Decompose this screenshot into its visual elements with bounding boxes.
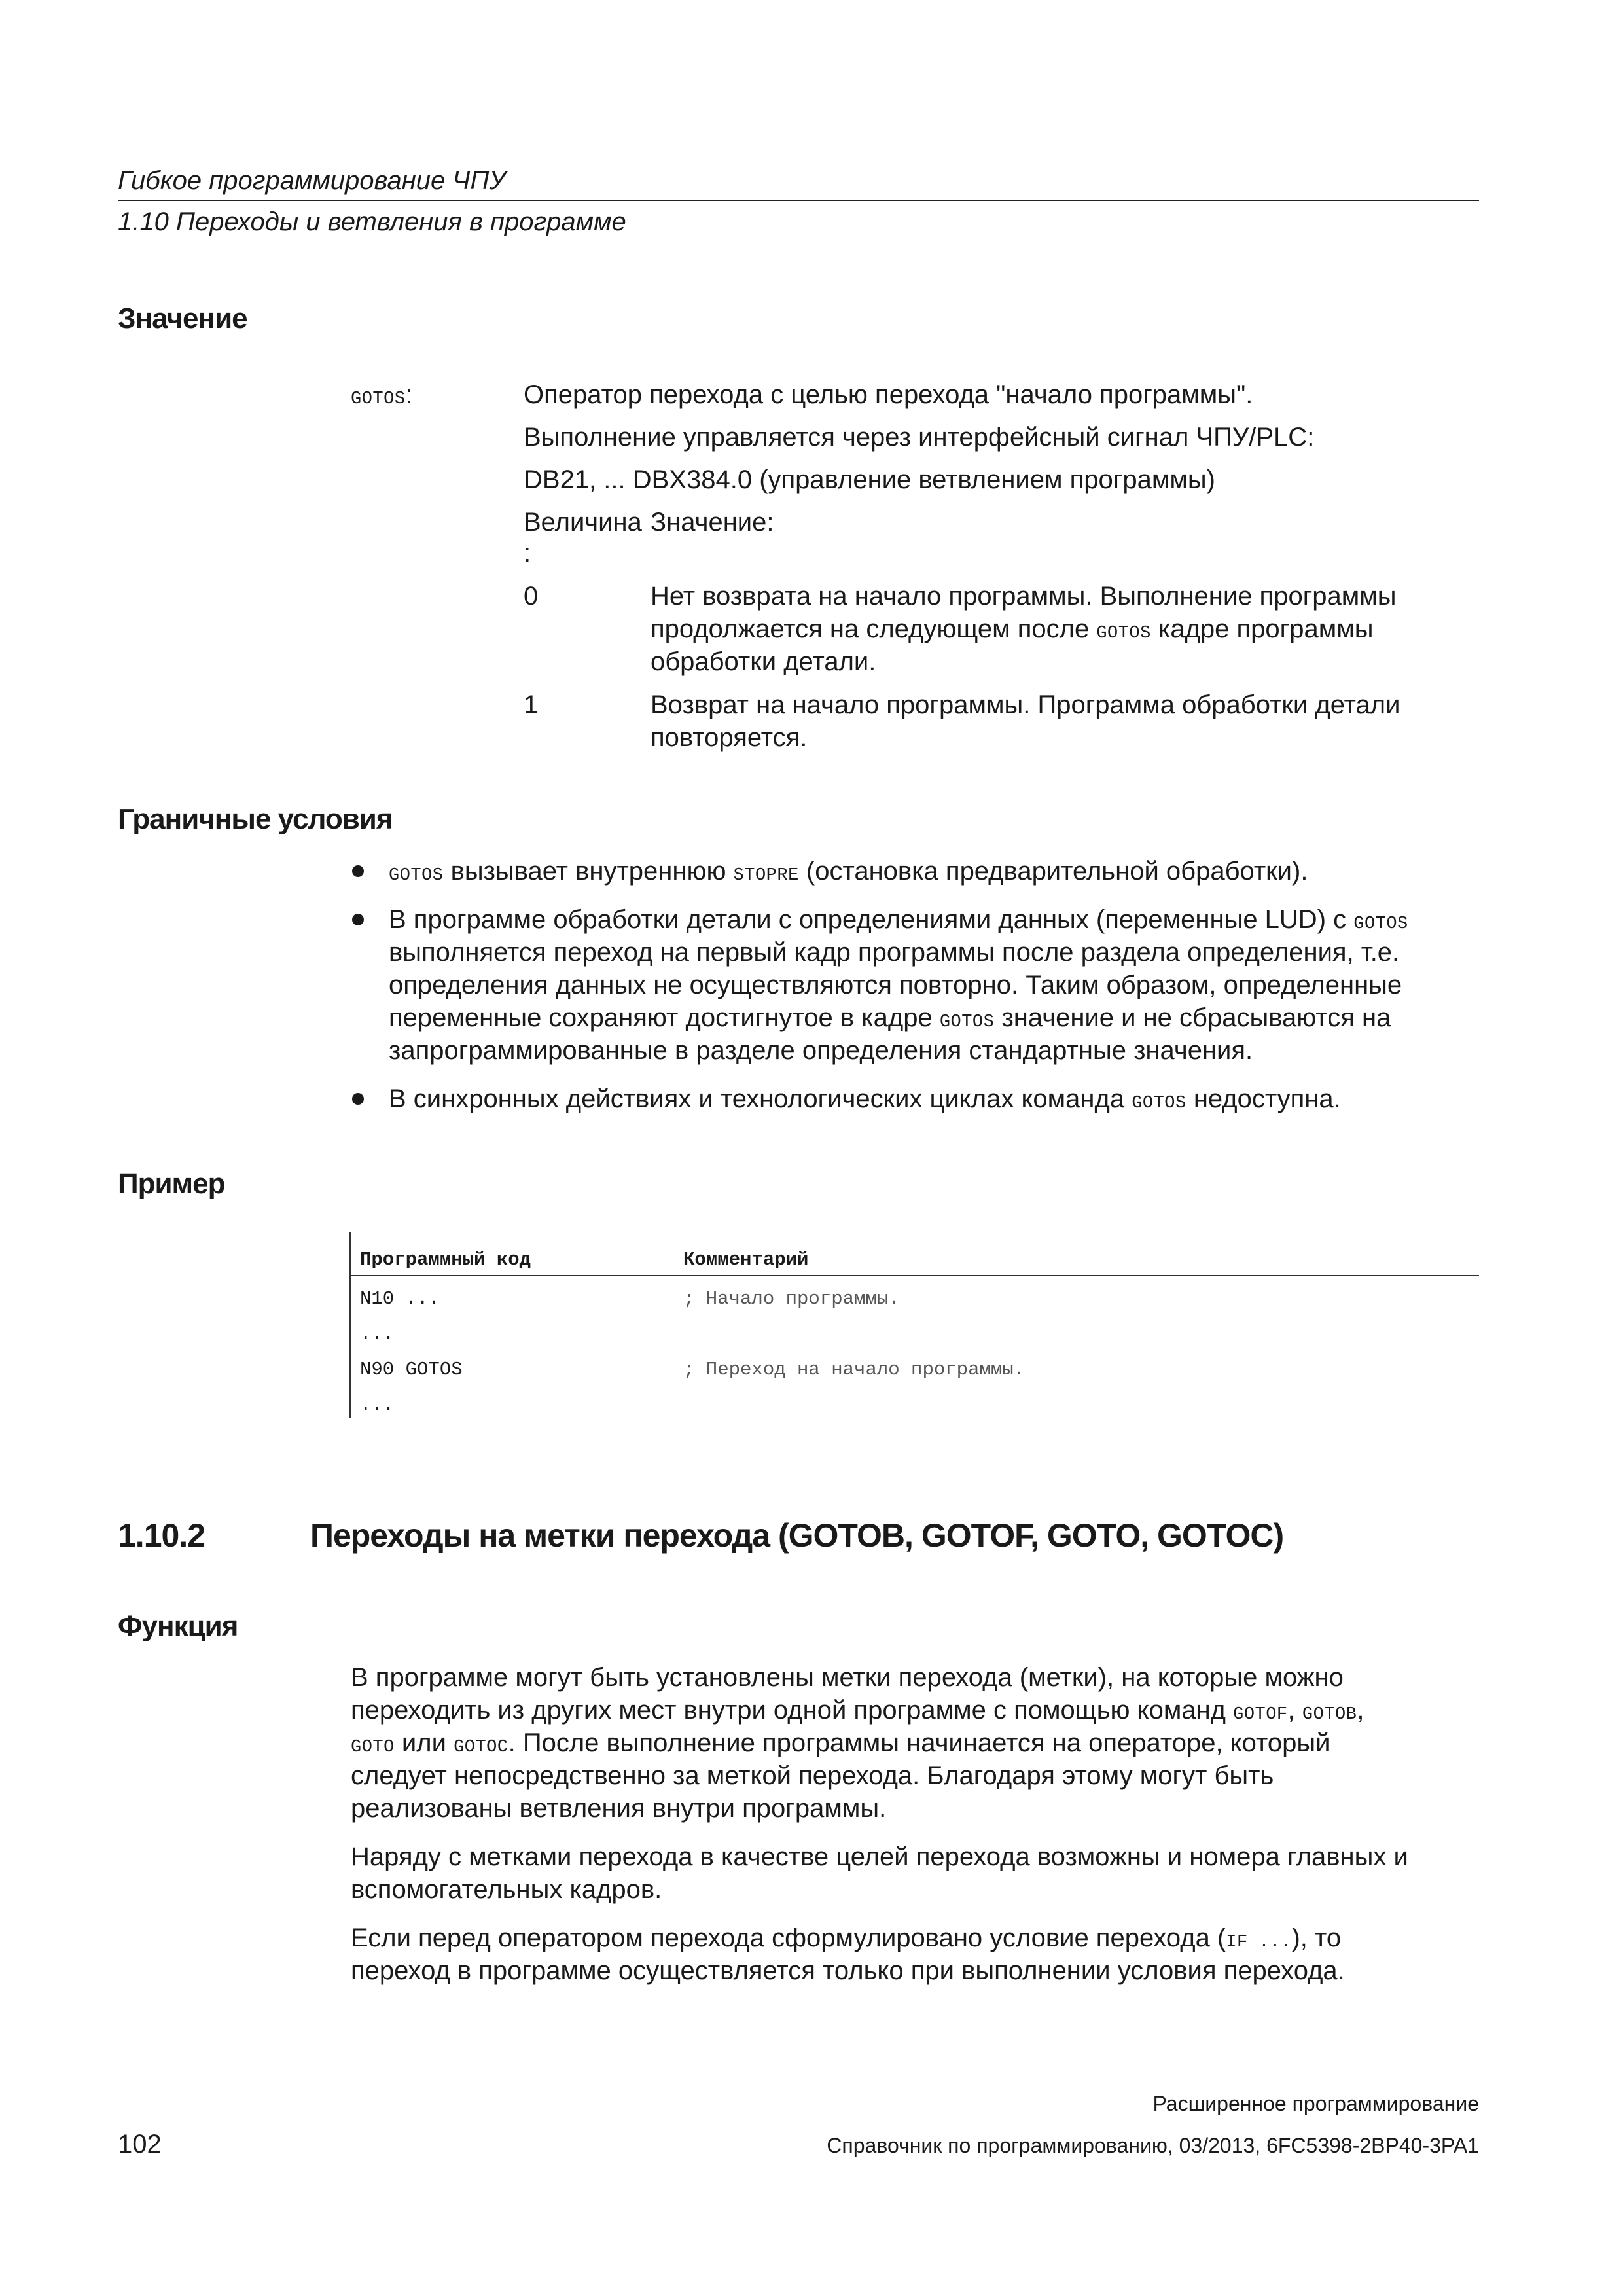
gotob-keyword: GOTOB	[1302, 1705, 1357, 1725]
page-number: 102	[118, 2130, 162, 2159]
function-para-1-line-3: GOTO или GOTOC. После выполнение программы начинается на операторе, который	[351, 1729, 1330, 1757]
code-line: N10 ...	[360, 1288, 440, 1310]
boundary-item-2-line-2: выполняется переход на первый кадр программы после раздела определения, т.е.	[389, 938, 1400, 967]
value-column-header: Величина	[524, 508, 642, 537]
boundary-item-2-line-5: запрограммированные в разделе определения стандартные значения.	[389, 1036, 1253, 1065]
running-header-subtitle: 1.10 Переходы и ветвления в программе	[118, 207, 626, 236]
gotoc-keyword: GOTOC	[454, 1738, 508, 1757]
code-line: N90 GOTOS	[360, 1359, 463, 1380]
stopre-keyword: STOPRE	[733, 866, 799, 886]
boundary-item-1: GOTOS вызывает внутреннюю STOPRE (остановка предварительной обработки).	[389, 857, 1308, 886]
meaning-term: GOTOS:	[351, 380, 413, 409]
value-column-colon: :	[524, 539, 531, 567]
gotos-keyword: GOTOS	[1132, 1094, 1186, 1113]
value-row-1-line-1: Возврат на начало программы. Программа обработки детали	[651, 691, 1400, 719]
meaning-desc-1: Оператор перехода с целью перехода "начало программы".	[524, 380, 1253, 409]
function-para-1-line-5: реализованы ветвления внутри программы.	[351, 1794, 887, 1823]
value-row-0: 0	[524, 582, 539, 611]
value-row-0-line-2: продолжается на следующем после GOTOS кадре программы	[651, 615, 1374, 643]
header-rule	[118, 200, 1479, 201]
function-heading: Функция	[118, 1610, 238, 1642]
code-line: ...	[360, 1394, 395, 1416]
if-keyword: IF ...	[1226, 1933, 1292, 1952]
gotos-keyword: GOTOS	[1353, 914, 1408, 934]
meaning-desc-3: DB21, ... DBX384.0 (управление ветвлением программы)	[524, 465, 1215, 494]
bullet-icon	[352, 1093, 364, 1105]
footer-book-title: Расширенное программирование	[1152, 2092, 1479, 2115]
function-para-2-line-1: Наряду с метками перехода в качестве целей перехода возможны и номера главных и	[351, 1842, 1408, 1871]
function-para-3-line-1: Если перед оператором перехода сформулировано условие перехода (IF ...), то	[351, 1924, 1342, 1952]
example-heading: Пример	[118, 1168, 225, 1200]
meaning-heading: Значение	[118, 302, 247, 334]
meaning-column-header: Значение:	[651, 508, 774, 537]
function-para-1-line-4: следует непосредственно за меткой перехода. Благодаря этому могут быть	[351, 1761, 1274, 1790]
function-para-1-line-2: переходить из других мест внутри одной программе с помощью команд GOTOF, GOTOB,	[351, 1696, 1364, 1725]
gotos-keyword: GOTOS	[389, 866, 444, 886]
boundary-item-2-line-4: переменные сохраняют достигнутое в кадре GOTOS значение и не сбрасываются на	[389, 1003, 1391, 1032]
boundary-item-2-line-1: В программе обработки детали с определениями данных (переменные LUD) с GOTOS	[389, 905, 1408, 934]
running-header-title: Гибкое программирование ЧПУ	[118, 166, 506, 195]
function-para-1-line-1: В программе могут быть установлены метки перехода (метки), на которые можно	[351, 1663, 1344, 1692]
boundary-item-3: В синхронных действиях и технологических циклах команда GOTOS недоступна.	[389, 1085, 1341, 1113]
value-row-0-line-1: Нет возврата на начало программы. Выполнение программы	[651, 582, 1397, 611]
code-column-header: Программный код	[360, 1249, 531, 1270]
boundary-heading: Граничные условия	[118, 803, 393, 835]
value-row-0-line-3: обработки детали.	[651, 647, 876, 676]
boundary-item-2-line-3: определения данных не осуществляются повторно. Таким образом, определенные	[389, 971, 1402, 999]
section-number: 1.10.2	[118, 1517, 205, 1554]
code-comment: ; Переход на начало программы.	[683, 1359, 1026, 1380]
code-line: ...	[360, 1323, 395, 1345]
bullet-icon	[352, 865, 364, 877]
gotos-keyword: GOTOS	[351, 389, 406, 409]
code-block-left-border	[349, 1232, 351, 1418]
function-para-2-line-2: вспомогательных кадров.	[351, 1875, 662, 1904]
function-para-3-line-2: переход в программе осуществляется только при выполнении условия перехода.	[351, 1956, 1345, 1985]
comment-column-header: Комментарий	[683, 1249, 809, 1270]
gotof-keyword: GOTOF	[1233, 1705, 1288, 1725]
value-row-1-line-2: повторяется.	[651, 723, 808, 752]
gotos-keyword: GOTOS	[1096, 624, 1151, 643]
bullet-icon	[352, 914, 364, 925]
footer-manual-info: Справочник по программированию, 03/2013, 6FC5398-2BP40-3PA1	[827, 2134, 1479, 2157]
code-comment: ; Начало программы.	[683, 1288, 900, 1310]
gotos-keyword: GOTOS	[939, 1013, 995, 1032]
value-row-1: 1	[524, 691, 539, 719]
code-header-rule	[351, 1275, 1479, 1276]
goto-keyword: GOTO	[351, 1738, 395, 1757]
meaning-desc-2: Выполнение управляется через интерфейсный сигнал ЧПУ/PLC:	[524, 423, 1315, 452]
section-title: Переходы на метки перехода (GOTOB, GOTOF, GOTO, GOTOC)	[310, 1517, 1284, 1554]
